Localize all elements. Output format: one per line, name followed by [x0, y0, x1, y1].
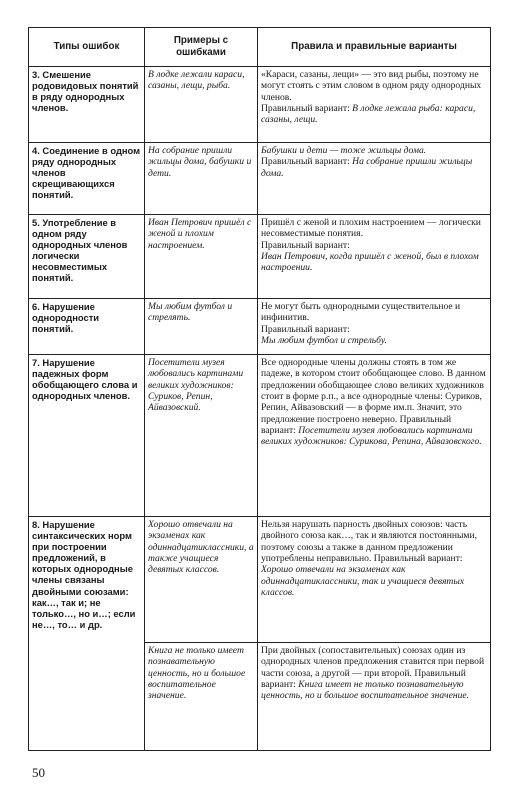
variant-label: Правильный вариант: [373, 552, 463, 564]
rule-text: Не могут быть однородными существительное и инфинитив. [261, 301, 461, 324]
rule-cell [258, 517, 491, 643]
error-example: Мы любим футбол и стрелять. [145, 299, 258, 355]
error-type: 7. Нарушение падежных форм обобщающего слова и однородных членов. [29, 355, 145, 517]
variant [261, 156, 487, 179]
variant-label: Правильный вариант: [261, 102, 350, 114]
error-type: 8. Нарушение синтаксических норм при построении предложений, в которых однородные члены связаны двойными союзами: как…, так и; не только…, но и…; если не…, то… и др. [29, 517, 145, 751]
variant-label: Правильный вариант: [261, 667, 466, 690]
variant [261, 103, 487, 126]
variant [261, 240, 487, 274]
error-example: Посетители музея любовались картинами великих художников: Суриков, Репин, Айвазовский. [145, 355, 258, 517]
error-example: На собрание пришли жильцы дома, бабушки и дети. [145, 143, 258, 215]
rule-text: Нельзя нарушать парность двойных союзов: часть двойного союза как…, так и являются постоянными, поэтому союзы а также в данном предложении употреблены неправильно. [261, 519, 478, 564]
variant-text: В лодке лежала рыба: караси, сазаны, лещи. [261, 102, 476, 126]
rule-cell [258, 67, 491, 143]
variant-text: Хорошо отвечали на экзаменах как одиннадцатиклассники, так и учащиеся девятых классов. [261, 564, 465, 598]
variant-text: Мы любим футбол и стрельбу. [261, 334, 387, 346]
page-number: 50 [32, 765, 45, 780]
error-type: 3. Смешение родовидовых понятий в ряду однородных членов. [29, 67, 145, 143]
variant-text: На собрание пришли жильцы дома. [261, 156, 473, 179]
table-row [29, 517, 491, 643]
variant-text: Посетители музея любовались картинами великих художников: Сурикова, Репина, Айвазовского. [261, 424, 482, 448]
header-rules: Правила и правильные варианты [258, 28, 491, 67]
table-row [29, 355, 491, 517]
rule-text: Бабушки и дети — тоже жильцы дома. [261, 145, 427, 156]
error-type: 4. Соединение в одном ряду однородных членов скрещивающихся понятий. [29, 143, 145, 215]
error-example: В лодке лежали караси, сазаны, лещи, рыба. [145, 67, 258, 143]
header-error-types: Типы ошибок [29, 28, 145, 67]
rule-cell [258, 299, 491, 355]
rule-text: «Караси, сазаны, лещи» — это вид рыбы, поэтому не могут стоять с этим словом в одном ряду однородных членов. [261, 69, 482, 103]
table-header-row [29, 28, 491, 67]
variant [261, 324, 487, 347]
table-row [29, 215, 491, 299]
variant-label: Правильный вариант: [261, 156, 350, 168]
error-type: 5. Употребление в одном ряду однородных членов логически несовместимых понятий. [29, 215, 145, 299]
rule-cell [258, 215, 491, 299]
variant-text: Книга имеет не только познавательную ценность, но и большое воспитательное значение. [261, 678, 470, 702]
rule-text: При двойных (сопоставительных) союзах один из однородных членов предложения ставится при первой части союза, а другой — при второй. [261, 645, 485, 679]
errors-table [28, 27, 491, 751]
rule-text: Все однородные члены должны стоять в том же падеже, в котором стоит обобщающее слово. В данном предложении обобщающее слово великих художников стоит в форме р.п., а все однородные члены: Суриков, Репин, Айвазовский — в форме им.п. Значит, это предложение построено неверно. [261, 357, 486, 425]
variant-label: Правильный вариант: [261, 323, 350, 335]
rule-text: Пришёл с женой и плохим настроением — логически несовместимые понятия. [261, 217, 481, 240]
variant-label: Правильный вариант: [261, 413, 452, 436]
page [28, 27, 490, 751]
rule-cell [258, 643, 491, 751]
variant-text: Иван Петрович, когда пришёл с женой, был в плохом настроении. [261, 250, 479, 274]
error-type: 6. Нарушение однородности понятий. [29, 299, 145, 355]
table-row [29, 299, 491, 355]
header-examples: Примеры с ошибками [145, 28, 258, 67]
rule-cell [258, 355, 491, 517]
error-example: Иван Петрович пришёл с женой и плохим настроением. [145, 215, 258, 299]
variant-label: Правильный вариант: [261, 239, 350, 251]
error-example: Книга не только имеет познавательную ценность, но и большое воспитательное значение. [145, 643, 258, 751]
rule-cell [258, 143, 491, 215]
error-example: Хорошо отвечали на экзаменах как одиннадцатиклассники, а также учащиеся девятых классов. [145, 517, 258, 643]
table-row [29, 67, 491, 143]
table-row [29, 143, 491, 215]
